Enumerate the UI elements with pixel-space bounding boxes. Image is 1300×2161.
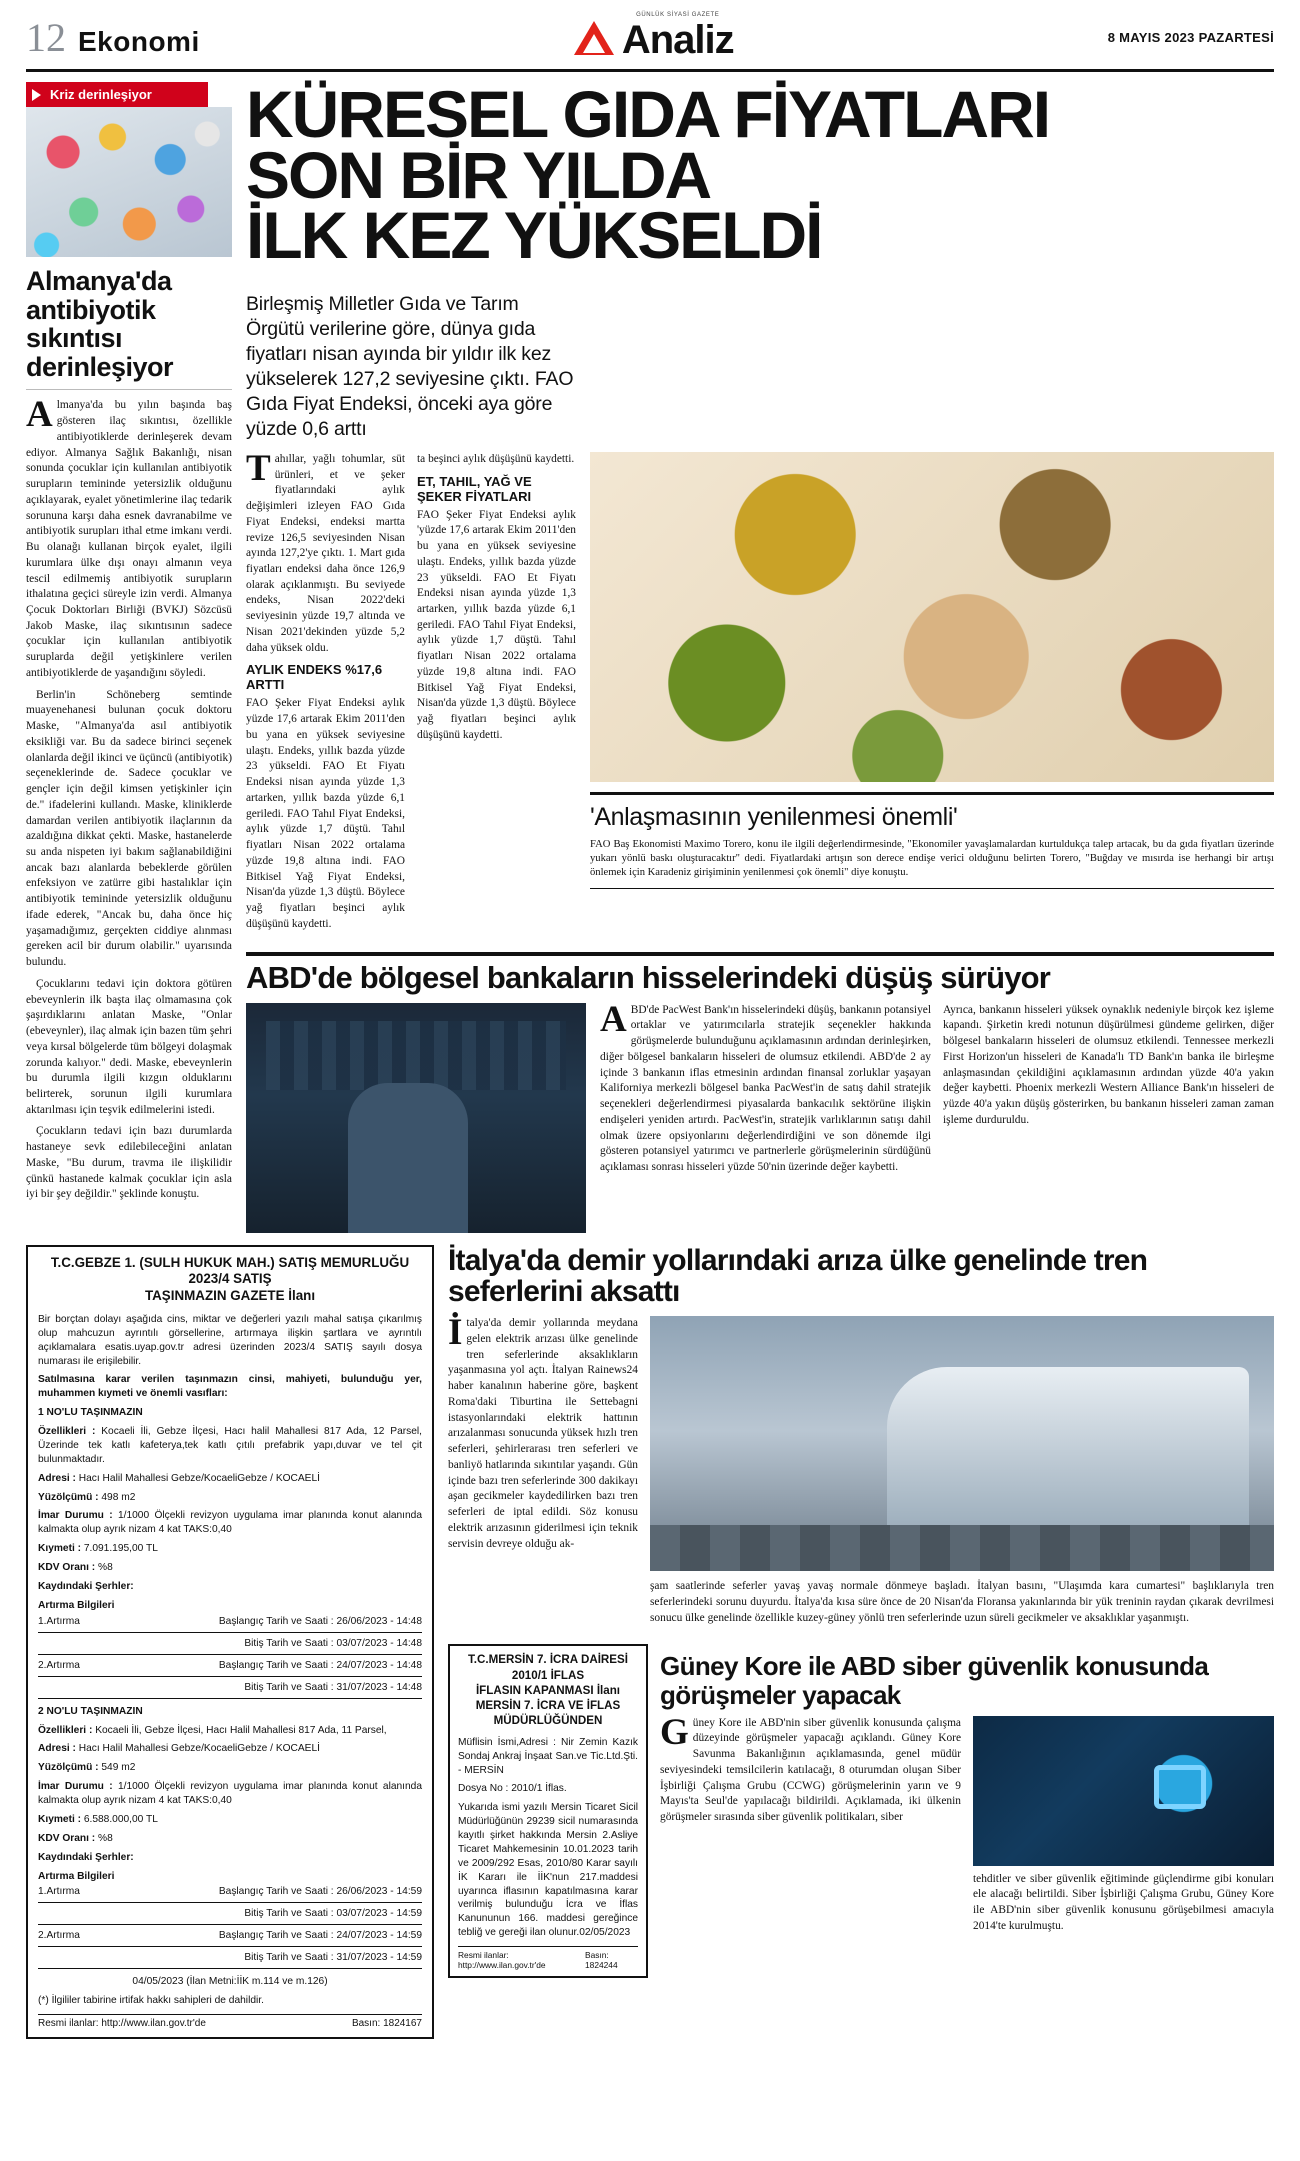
- legal-field: [38, 1813, 422, 1827]
- legal-2-title-line-5: MÜDÜRLÜĞÜNDEN: [493, 1713, 603, 1727]
- legal-auction-row: [38, 1681, 422, 1694]
- legal-auction-row: [38, 1929, 422, 1942]
- left-story-body: [26, 394, 232, 1203]
- legal-field-value: 7.091.195,00 TL: [83, 1543, 158, 1555]
- legal-field-label: İmar Durumu :: [38, 1781, 118, 1793]
- paragraph: FAO Şeker Fiyat Endeksi aylık yüzde 17,6 artarak Ekim 2011'den bu yana en yüksek seviyesine ulaştı. Endeks, yıllık bazda yüzde 23 yükseldi. FAO Et Fiyatı Endeksi nisan ayında yüzde 1,3 artarken, yıllık bazda yüzde 6,1 geriledi. FAO Tahıl Fiyat Endeksi, aylık yüzde 1,7 düştü. Tahıl fiyatları Nisan 2022 ortalama yüzde 19,8 altına indi. FAO Bitkisel Yağ Fiyat Endeksi, Nisan'da yüzde 1,3 düştü. Böylece yağ fiyatları beşinci aylık düşüşünü kaydetti.: [246, 697, 405, 930]
- legal-1-footer-left[interactable]: Resmi ilanlar: http://www.ilan.gov.tr'de: [38, 2018, 206, 2030]
- paragraph: şam saatlerinde seferler yavaş yavaş normale dönmeye başladı. İtalyan basını, "Ulaşımda kara cumartesi" başlıklarıyla tren seferlerindeki sorunu duyurdu. İtalya'da kısa süre önce de 20 Nisan'da Floransa yakınlarında bir yük treninin raydan çıkarak devrilmesi sonucu ülke genelinde özellikle kuzey-güney yönlü tren seferlerinde uzun süreli gecikmeler ve aksaklıklar yaşanmıştı.: [650, 1580, 1274, 1624]
- bottom-row: [26, 1245, 1274, 2040]
- divider: [38, 1924, 422, 1925]
- legal-field-label: Özellikleri :: [38, 1426, 102, 1438]
- sub-head-2: ET, TAHIL, YAĞ VE ŞEKER FİYATLARI: [417, 473, 532, 504]
- divider: [38, 1698, 422, 1699]
- divider: [38, 1632, 422, 1633]
- legal-field: [38, 1851, 422, 1865]
- legal-field-value: 498 m2: [101, 1491, 136, 1503]
- legal-auction-value: Başlangıç Tarih ve Saati : 24/07/2023 - 14:48: [218, 1659, 422, 1671]
- paragraph: Çocukların tedavi için bazı durumlarda hastaneye sevk edilebileceğini anlatan Maske, "Bu durum, travma ile ilişkilidir çünkü hastanede kalmak çocuklar için asla iyi bir şey değildir." şeklinde konuştu.: [26, 1125, 232, 1201]
- section-title: Ekonomi: [78, 25, 200, 57]
- main-col-1: [246, 447, 405, 657]
- kicker-ribbon: Kriz derinleşiyor: [26, 82, 208, 107]
- paragraph: İtalya'da demir yollarında meydana gelen elektrik arızası ülke genelinde tren seferlerinde aksaklıkların yaşanmasına yol açtı. İtalyan Rainews24 haber kanalının haberine göre, başkent Roma'daki Tiburtina ile Settebagni istasyonlarındaki elektrik hattının arızalanması sonucunda yüksek hızlı tren seferleri, şehirlerarası tren seferleri ve banliyö hatlarında sıkıntılar yaşandı. Gün içinde bazı tren seferlerinde 300 dakikayı aşan gecikmeler kaydedilirken bazı tren seferleri de iptal edildi. Söz konusu elektrik arızasının giderilmesi için teknik servisin devreye olduğu ak-: [448, 1312, 638, 1550]
- legal-auction-label: 1.Artırma: [38, 1615, 80, 1627]
- paragraph: tehditler ve siber güvenlik eğitiminde güçlendirme gibi konuları ele alacağı belirtildi. Siber İşbirliği Çalışma Grubu, Güney Kore ile ABD'nin siber güvenlik konusunu görüşebilmesi amacıyla 2014'te kurulmuştu.: [973, 1872, 1274, 1932]
- legal-2-footer-left[interactable]: Resmi ilanlar: http://www.ilan.gov.tr'de: [458, 1950, 546, 1971]
- legal-field-value: 1/1000 Ölçekli revizyon uygulama imar planında konut alanında kalmakta olup ayrık nizam 4 kat TAKS:0,40: [38, 1781, 422, 1807]
- legal-1-title: [38, 1255, 422, 1305]
- masthead-left: [26, 14, 200, 60]
- legal-1-footer-right: Basın: 1824167: [351, 2018, 422, 2030]
- pills-photo: [26, 107, 232, 257]
- legal-2-title-line-4: MERSİN 7. İCRA VE İFLAS: [475, 1698, 621, 1712]
- quote-body: FAO Baş Ekonomisti Maximo Torero, konu ile ilgili değerlendirmesinde, "Ekonomiler yavaşlamalardan kurtuldukça talep artacak, bu da gıda fiyatları üzerinde yukarı yönlü baskı oluşturacaktır" dedi. Fiyatlardaki artışın son derece endişe verici olduğunu belirten Torero, "Buğday ve mısırda ise herhangi bir artışı önlemek için Karadeniz girişiminin yenilenmesi çok önemli" diye konuştu.: [590, 838, 1274, 879]
- publication-logo: [574, 12, 734, 63]
- legal-field: [38, 1509, 422, 1537]
- legal-auction-value: Bitiş Tarih ve Saati : 03/07/2023 - 14:59: [244, 1908, 422, 1920]
- legal-field-value: Kocaeli İli, Gebze İlçesi, Hacı halil Mahallesi 817 Ada, 12 Parsel, Üzerinde tek katlı kafeterya,tek katlı çıtılı prefabrik yapı,duvar ve tel çit bulunmaktadır.: [38, 1426, 423, 1465]
- sub-head-1: AYLIK ENDEKS %17,6 ARTTI: [246, 662, 383, 693]
- legal-field-value: Hacı Halil Mahallesi Gebze/KocaeliGebze / KOCAELİ: [78, 1472, 320, 1484]
- legal-auction-label: 2.Artırma: [38, 1659, 80, 1671]
- legal-2-body-3: Yukarıda ismi yazılı Mersin Ticaret Sicil Müdürlüğünün 29239 sicil numarasında kayıtlı şirket hakkında Mersin 2.Asliye Ticaret Mahkemesinin 10.01.2023 tarih ve 2009/292 Esas, 2010/80 Karar sayılı İK Kararı ile İİK'nun 217.maddesi uyarınca iflasının kapatılmasına karar verilmiş bulunduğu İcra ve İflas Kanununun 166. maddesi gereğince tebliğ ve gereği ilan olunur.02/05/2023: [458, 1802, 638, 1939]
- legal-auction-row: [38, 1951, 422, 1964]
- legal-1-footer-note: 04/05/2023 (İlan Metni:İİK m.114 ve m.126): [132, 1976, 328, 1988]
- legal-auction-value: Başlangıç Tarih ve Saati : 26/06/2023 - 14:48: [218, 1615, 422, 1627]
- legal-2-footer-right: Basın: 1824244: [585, 1950, 618, 1971]
- legal-auction-value: Başlangıç Tarih ve Saati : 24/07/2023 - 14:59: [218, 1930, 422, 1942]
- legal-field-label: Yüzölçümü :: [38, 1762, 102, 1774]
- paragraph: Almanya'da bu yılın başında baş gösteren ilaç sıkıntısı, özellikle antibiyotiklerde derinleşerek devam ediyor. Almanya Sağlık Bakanlığı, nisan sonunda çocuklar için kullanılan antibiyotik surupların temininde yetersizlik olduğunu açıklayarak, eyalet yönetimlerine ilaç tedarik sorununa karşı daha esnek davranabilme ve antibiyotik surupları ithal etme imkanı verdi. Bu olanağı kullanan birçok eyalet, ilgili kurumlara ülke dışı onayı almanın veya tescil edilmemiş antibiyotik surupların ithalatına geçici süreyle izin verdi. Almanya Çocuk Doktorları Birliği (BVKJ) Sözcüsü Jakob Maske, ilaç sıkıntısının sadece çocuklar için kullanılan antibiyotik suruplarda değil yetişkinlere verilen antibiyotiklerde de yaşandığını söyledi.: [26, 394, 232, 679]
- legal-auction-value: Başlangıç Tarih ve Saati : 26/06/2023 - 14:59: [218, 1886, 422, 1898]
- legal-field-value: Hacı Halil Mahallesi Gebze/KocaeliGebze / KOCAELİ: [78, 1743, 320, 1755]
- legal-field: [38, 1425, 422, 1467]
- grains-photo: [590, 452, 1274, 782]
- paragraph: ABD'de PacWest Bank'ın hisselerindeki düşüş, bankanın potansiyel ortaklar ve yatırımcılarla stratejik seçenekler hakkında görüşmelerde bulunduğunu açıklamasının ardından derinleşirken, diğer bölgesel bankaların hisseleri de olumsuz etkilendi. ABD'de 2 ay içinde 3 bankanın iflas etmesinin ardından finansal zorluklar yaşayan Kaliforniya merkezli bölgesel banka PacWest'in de satış dahil stratejik seçenekleri değerlendirmesi piyasalarda bankacılık sektörüne ilişkin endişeleri yeniden artırdı. PacWest'in, stratejik varlıklarının satışı dahil olmak üzere opsiyonlarını değerlendirdiğini ve son dönemde ilgi gösteren potansiyel yatırımcı ve partnerlerle görüşmelerinin sürdüğünü açıklaması sonrası hisseleri yüzde 50'nin üzerinde değer kaybetti.: [600, 998, 931, 1174]
- legal-auction-value: Bitiş Tarih ve Saati : 31/07/2023 - 14:59: [244, 1952, 422, 1964]
- quote-box: [590, 792, 1274, 890]
- legal-field: [38, 1724, 422, 1738]
- legal-field-label: Kıymeti :: [38, 1813, 84, 1825]
- legal-2-body-1: Müflisin İsmi,Adresi : Nir Zemin Kazık Sondaj Ankraj İnşaat San.ve Tic.Ltd.Şti. - MERSİN: [458, 1736, 638, 1776]
- legal-field-label: Yüzölçümü :: [38, 1491, 102, 1503]
- headline-line-1: KÜRESEL GIDA FİYATLARI: [246, 77, 1050, 151]
- legal-field-label: Adresi :: [38, 1743, 79, 1755]
- legal-field-value: Kocaeli İli, Gebze İlçesi, Hacı Halil Mahallesi 817 Ada, 11 Parsel,: [95, 1724, 387, 1736]
- legal-1-footer-note-2: (*) İlgililer tabirine irtifak hakkı sahipleri de dahildir.: [38, 1995, 264, 2007]
- train-photo: [650, 1316, 1274, 1571]
- legal-notice-2: [448, 1644, 648, 1978]
- legal-field: [38, 1561, 422, 1575]
- legal-field-label: İmar Durumu :: [38, 1510, 118, 1522]
- legal-auction-label: 1.Artırma: [38, 1886, 80, 1898]
- quote-title: 'Anlaşmasının yenilenmesi önemli': [590, 802, 958, 831]
- divider: [38, 1654, 422, 1655]
- legal-1-line2: Satılmasına karar verilen taşınmazın cinsi, mahiyeti, bulunduğu yer, muhammen kıymeti ve önemli vasıfları:: [38, 1374, 422, 1400]
- legal-field: [38, 1491, 422, 1505]
- legal-auction-label: 2.Artırma: [38, 1930, 80, 1942]
- legal-field: [38, 1580, 422, 1594]
- legal-1-item1-title: 1 NO'LU TAŞINMAZIN: [38, 1407, 143, 1419]
- legal-auction-row: [38, 1615, 422, 1628]
- korea-story: [660, 1644, 1274, 1978]
- logo-subtitle: GÜNLÜK SİYASİ GAZETE: [636, 12, 720, 18]
- legal-field: [38, 1780, 422, 1808]
- legal-field-label: Kaydındaki Şerhler:: [38, 1580, 134, 1592]
- legal-field-value: 1/1000 Ölçekli revizyon uygulama imar planında konut alanında kalmakta olup ayrık nizam 4 kat TAKS:0,40: [38, 1510, 422, 1536]
- divider: [38, 1902, 422, 1903]
- logo-text: Analiz: [621, 18, 734, 62]
- left-column: [26, 82, 232, 1233]
- paragraph: FAO Şeker Fiyat Endeksi aylık 'yüzde 17,6 artarak Ekim 2011'den bu yana en yüksek seviyesine ulaştı. Endeks, yıllık bazda yüzde 23 yükseldi. FAO Et Fiyatı Endeksi nisan ayında yüzde 1,3 artarken, yıllık bazda yüzde 6,1 geriledi. FAO Tahıl Fiyat Endeksi, aylık yüzde 1,7 düştü. Tahıl fiyatları Nisan 2022 ortalama yüzde 19,8 altına indi. FAO Bitkisel Yağ Fiyat Endeksi, Nisan'da yüzde 1,3 düştü. Böylece yağ fiyatları beşinci aylık düşüşünü kaydetti.: [417, 508, 576, 741]
- legal-field-value: 6.588.000,00 TL: [83, 1813, 158, 1825]
- legal-field-label: Kıymeti :: [38, 1543, 84, 1555]
- legal-field-value: 549 m2: [101, 1762, 136, 1774]
- legal-field: [38, 1832, 422, 1846]
- korea-story-headline: Güney Kore ile ABD siber güvenlik konusunda görüşmeler yapacak: [660, 1651, 1209, 1711]
- main-deck: Birleşmiş Milletler Gıda ve Tarım Örgütü verilerine göre, dünya gıda fiyatları nisan ayında bir yıldır ilk kez yükselerek 127,2 seviyesine çıktı. FAO Gıda Fiyat Endeksi, önceki aya göre yüzde 0,6 arttı: [246, 293, 574, 440]
- legal-field-value: %8: [98, 1562, 113, 1574]
- legal-1-title-line-3: TAŞINMAZIN GAZETE İlanı: [144, 1288, 316, 1304]
- divider: [38, 1946, 422, 1947]
- paragraph: Tahıllar, yağlı tohumlar, süt ürünleri, et ve şeker fiyatlarındaki aylık değişimleri izleyen FAO Gıda Fiyat Endeksi, endeksi martta revize 126,5 seviyesinden Nisan ayında 127,2'ye çıktı. 1. Mart gıda fiyatları endeksi daha önce 126,9 olarak açıklanmıştı. Bu seviyede endeks, Nisan 2022'deki seviyesinin yüzde 19,7 altında ve Nisan 2021'dekinden yüzde 5,2 daha yüksek oldu.: [246, 447, 405, 654]
- legal-field: [38, 1542, 422, 1556]
- legal-field-label: Adresi :: [38, 1472, 79, 1484]
- paragraph: Güney Kore ile ABD'nin siber güvenlik konusunda çalışma düzeyinde görüşmeler yapacağı açıklandı. Güney Kore Savunma Bakanlığının açıklamasında, genel müdür seviyesindeki temsilcilerin katılacağı, 8 oturumdan oluşan Siber İşbirliği Çalışma Grubu (CCWG) görüşmelerinin yarın ve 9 Mayıs'ta Seul'de yapılacağı bildirildi. Açıklamada, iki ülkenin görüşmeler sırasında siber güvenlik politikaları, siber: [660, 1711, 961, 1824]
- legal-field: [38, 1761, 422, 1775]
- headline-line-3: İLK KEZ YÜKSELDİ: [246, 198, 822, 273]
- legal-auction-row: [38, 1659, 422, 1672]
- main-column: [246, 77, 1274, 1233]
- divider: [38, 1968, 422, 1969]
- legal-1-title-line-1: T.C.GEBZE 1. (SULH HUKUK MAH.) SATIŞ MEMURLUĞU: [50, 1254, 410, 1270]
- divider: [26, 389, 232, 390]
- legal-field: [38, 1472, 422, 1486]
- trader-photo: [246, 1003, 586, 1233]
- left-story-headline: Almanya'da antibiyotik sıkıntısı derinleşiyor: [26, 266, 174, 382]
- legal-1-artirma-label-2: Artırma Bilgileri: [38, 1870, 115, 1882]
- bottom-right: [448, 1245, 1274, 2040]
- legal-2-body-2: Dosya No : 2010/1 İflas.: [458, 1783, 567, 1795]
- legal-1-artirma-label: Artırma Bilgileri: [38, 1599, 115, 1611]
- main-headline: [246, 77, 1274, 273]
- legal-1-item1-rows: [38, 1615, 422, 1699]
- legal-auction-row: [38, 1907, 422, 1920]
- cyber-security-photo: [973, 1716, 1274, 1866]
- masthead-rule: [26, 69, 1274, 72]
- legal-auction-row: [38, 1885, 422, 1898]
- legal-1-item2-fields: [38, 1724, 422, 1865]
- legal-auction-row: [38, 1637, 422, 1650]
- legal-2-title-line-3: İFLASIN KAPANMASI İlanı: [475, 1683, 621, 1697]
- headline-line-2: SON BİR YILDA: [246, 137, 711, 212]
- legal-1-title-line-2: 2023/4 SATIŞ: [188, 1271, 272, 1287]
- masthead: [0, 0, 1300, 69]
- paragraph: Ayrıca, bankanın hisseleri yüksek oynaklık nedeniyle birçok kez işleme kapandı. Şirketin kredi notunun düşürülmesi gündeme gelirken, diğer bölgesel bankaların hisseleri de olumsuz etkilendi. Tennessee merkezli First Horizon'un hisseleri de Kanada'lı TD Bank'ın banka ile birleşme anlaşmasından çekildiğini açıklamasının ardından yüzde 40'a yakın değer kaybetti. Phoenix merkezli Western Alliance Bank'ın hisseleri de yüzde 40'a yakın düşüş gösterirken, bu bankanın hisseleri zaman zaman işleme durduruldu.: [943, 1003, 1274, 1126]
- legal-2-title: [458, 1652, 638, 1727]
- top-row: [26, 77, 1274, 1233]
- page-content: [0, 77, 1300, 2039]
- legal-field-label: KDV Oranı :: [38, 1832, 99, 1844]
- issue-date: 8 MAYIS 2023 PAZARTESİ: [1107, 30, 1274, 45]
- legal-auction-value: Bitiş Tarih ve Saati : 31/07/2023 - 14:48: [244, 1681, 422, 1693]
- legal-field-label: Özellikleri :: [38, 1724, 96, 1736]
- paragraph: Çocuklarını tedavi için doktora götüren ebeveynlerin ilk başta ilaç olmamasına çok şaşırdıklarını anlatan Maske, "Onlar (ebeveynler), ilaç almak için bazen tüm şehri veya kırsal bölgelerde tüm bölgeyi dolaşmak zorunda kalıyor." dedi. Maske, ebeveynlerin bu durumla ilgili kızgın olduklarını belirterek, sorunun ilgili kurumlara aktarılması için teşvik edilmelerini istedi.: [26, 977, 232, 1116]
- logo-triangle-icon: [574, 20, 614, 56]
- legal-field-label: Kaydındaki Şerhler:: [38, 1851, 134, 1863]
- legal-2-title-line-2: 2010/1 İFLAS: [511, 1668, 585, 1682]
- legal-field: [38, 1742, 422, 1756]
- legal-auction-value: Bitiş Tarih ve Saati : 03/07/2023 - 14:48: [244, 1637, 422, 1649]
- italy-story-headline: İtalya'da demir yollarındaki arıza ülke genelinde tren seferlerini aksattı: [448, 1243, 1148, 1309]
- paragraph: Berlin'in Schöneberg semtinde muayenehanesi bulunan çocuk doktoru Maske, "Almanya'da asıl antibiyotik eksikliği var. Bu da sadece birinci seçenek olanlarda değil ikinci ve üçüncü (antibiyotik) seçeneklerinde de. Sadece çocuklar ve gençler için değil kimsen yetişkinler için de." ifadelerini kullandı. Maske, kliniklerde damardan verilen antibiyotik ilaçlarının da azaldığına dikkat çekti. Maske, hastanelerde su anda nispeten iyi bakım sağlanabildiğini ancak bazı alanlarda bebeklerde görülen enfeksiyon ve zatürre gibi hastalıklar için antibiyotik temininde yetersizlik olduğunu ifade ederek, "Ancak bu, daha önce hiç yaşamadığımız, gerçekten ciddiye alınması gereken acil bir durum olabilir." uyarısında bulundu.: [26, 688, 232, 969]
- legal-1-item2-rows: [38, 1885, 422, 1969]
- legal-field-value: %8: [98, 1832, 113, 1844]
- legal-field-label: KDV Oranı :: [38, 1562, 99, 1574]
- legal-1-intro: Bir borçtan dolayı aşağıda cins, miktar ve değerleri yazılı mahal satışa çıkarılmış olup mahcuzun ayrıntılı görsellerine, artırmaya ilişkin şartlara ve ayrıntılı açıklamalara esatis.uyap.gov.tr adresi üzerinden 2023/4 SATIŞ sayılı dosya numarası ile erişilebilir.: [38, 1313, 422, 1367]
- section-rule: [246, 952, 1274, 956]
- legal-1-item1-fields: [38, 1425, 422, 1594]
- divider: [38, 1676, 422, 1677]
- legal-2-title-line-1: T.C.MERSİN 7. İCRA DAİRESİ: [468, 1653, 628, 1667]
- bank-story-headline: ABD'de bölgesel bankaların hisselerindeki düşüş sürüyor: [246, 960, 1051, 996]
- legal-notice-1: [26, 1245, 434, 2040]
- legal-1-item2-title: 2 NO'LU TAŞINMAZIN: [38, 1705, 143, 1717]
- page-number: 12: [26, 14, 66, 60]
- paragraph: ta beşinci aylık düşüşünü kaydetti.: [417, 452, 575, 465]
